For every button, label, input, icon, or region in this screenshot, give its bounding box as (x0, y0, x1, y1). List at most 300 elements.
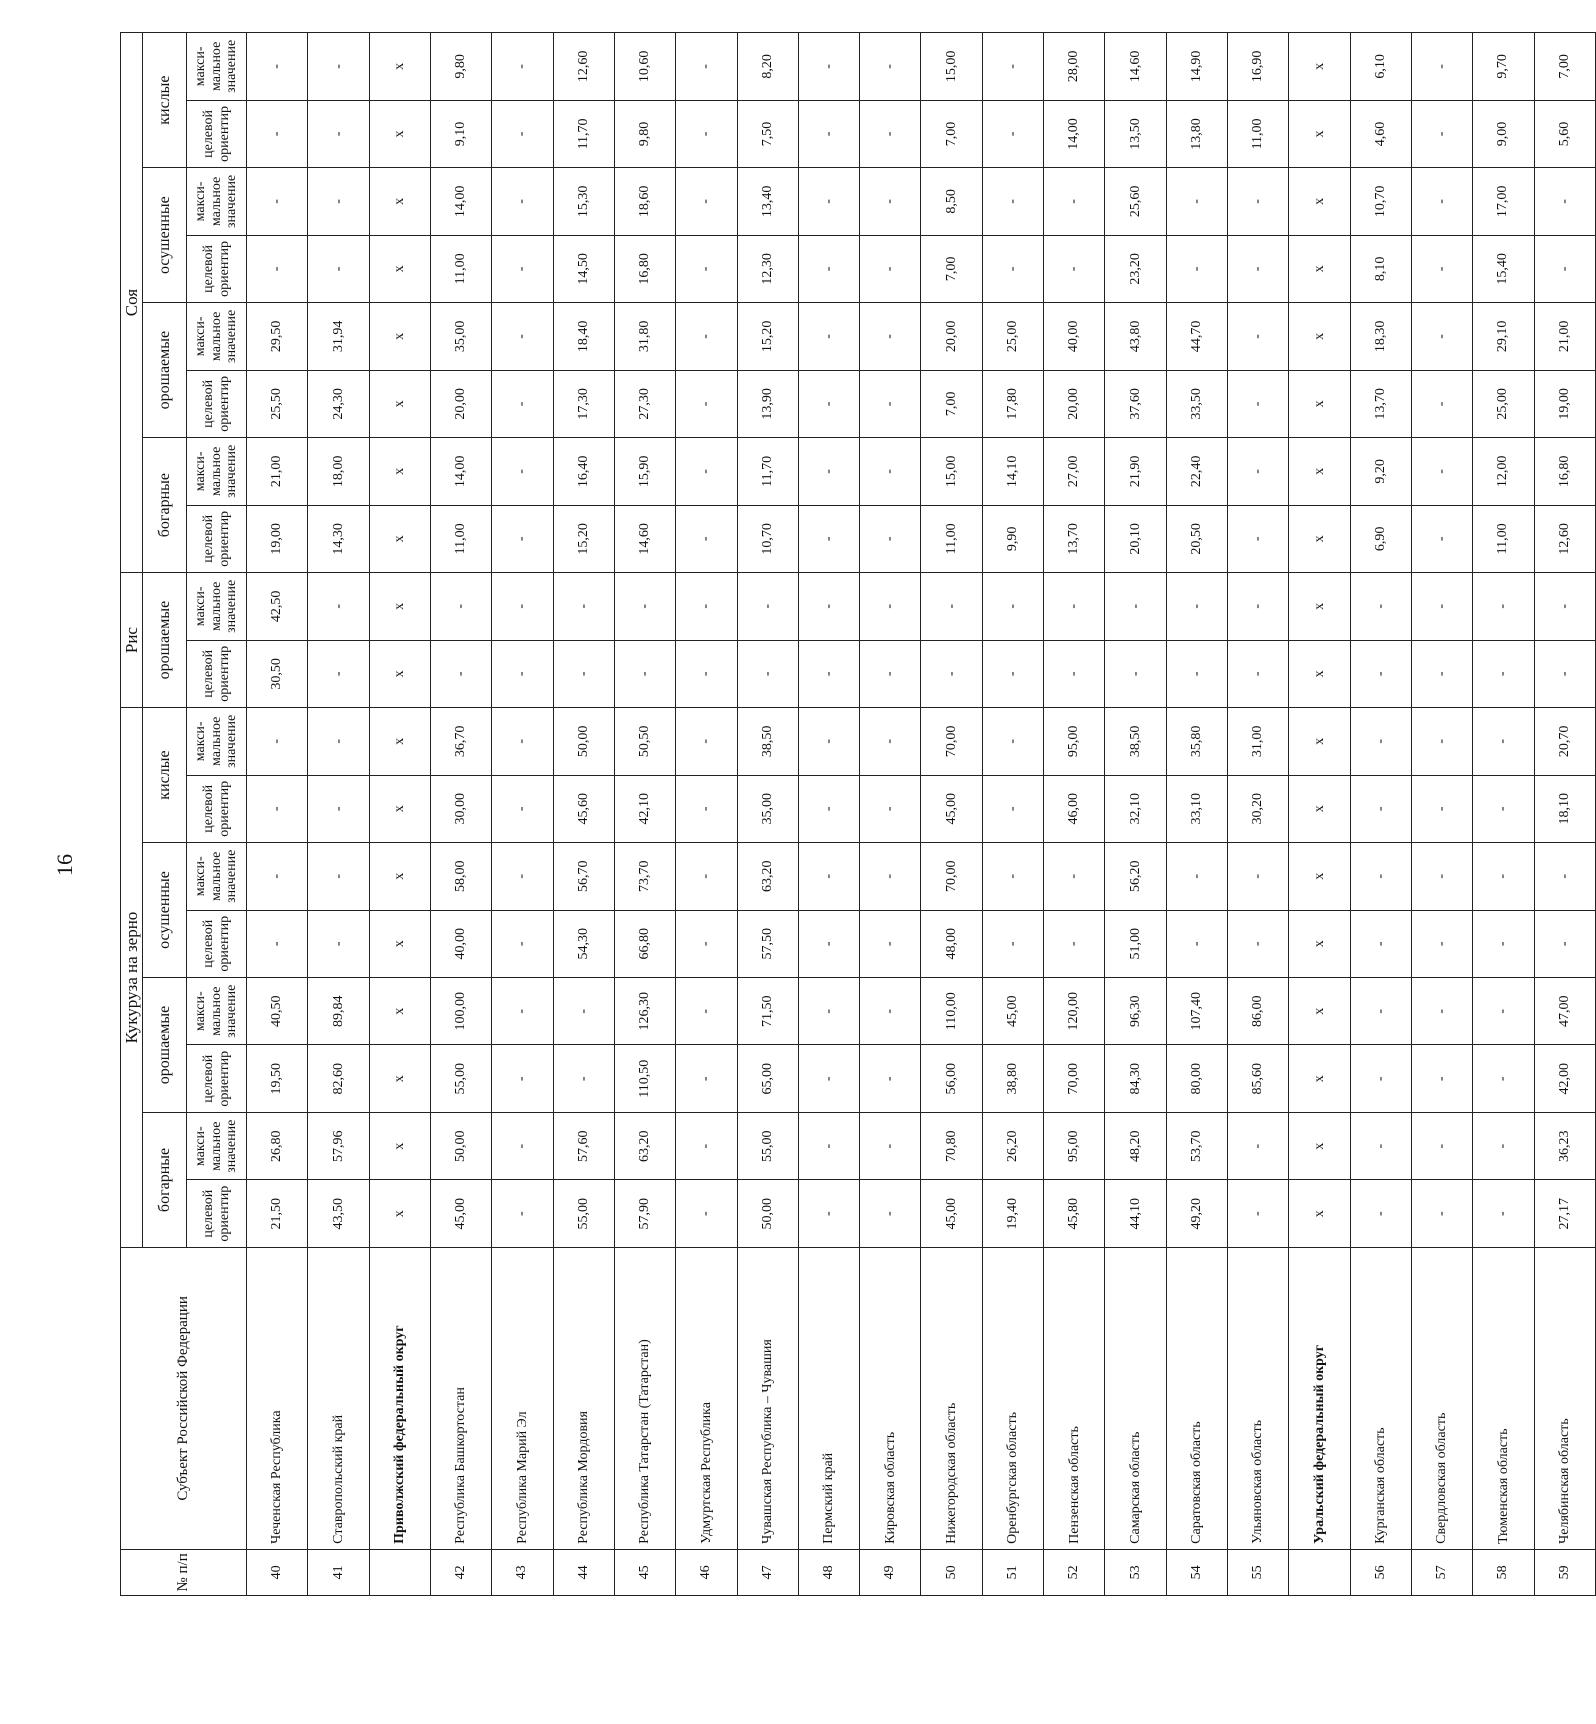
value-cell: - (247, 100, 308, 167)
value-cell: 13,50 (1105, 100, 1166, 167)
value-cell: 48,00 (921, 910, 982, 977)
value-cell: 21,50 (247, 1180, 308, 1247)
value-cell: - (1411, 438, 1472, 505)
value-cell: 12,60 (1534, 505, 1595, 572)
table-row (921, 33, 982, 1596)
value-cell: - (308, 843, 369, 910)
value-cell: - (1350, 640, 1411, 707)
value-cell: - (1411, 168, 1472, 235)
value-cell: - (492, 370, 553, 437)
value-cell: 17,00 (1473, 168, 1534, 235)
value-cell: x (1289, 640, 1350, 707)
region-name: Нижегородская область (921, 1247, 982, 1549)
value-cell: - (1105, 573, 1166, 641)
page-number: 16 (52, 854, 77, 876)
region-name: Республика Мордовия (553, 1247, 614, 1549)
value-cell: - (860, 303, 921, 370)
value-cell: 15,00 (921, 438, 982, 505)
value-cell: - (798, 708, 859, 775)
district-name: Приволжский федеральный округ (369, 1247, 430, 1549)
value-cell: - (1228, 910, 1289, 977)
value-cell: 30,20 (1228, 775, 1289, 842)
value-cell: 29,10 (1473, 303, 1534, 370)
region-name: Тюменская область (1473, 1247, 1534, 1549)
yield-table (120, 32, 1596, 1596)
value-cell: - (492, 235, 553, 302)
value-cell: - (798, 370, 859, 437)
value-cell: 57,90 (614, 1180, 675, 1247)
value-cell: - (1350, 1112, 1411, 1179)
value-cell: 100,00 (430, 978, 491, 1045)
value-cell: 45,80 (1044, 1180, 1105, 1247)
value-cell: - (1473, 910, 1534, 977)
value-cell: 14,10 (982, 438, 1043, 505)
value-cell: 15,20 (737, 303, 798, 370)
district-name: Уральский федеральный округ (1289, 1247, 1350, 1549)
value-cell: - (1411, 33, 1472, 101)
value-cell: 23,20 (1105, 235, 1166, 302)
table-row (860, 33, 921, 1596)
value-cell: 31,94 (308, 303, 369, 370)
value-cell: - (860, 843, 921, 910)
value-cell: - (1044, 573, 1105, 641)
value-cell: x (1289, 843, 1350, 910)
value-cell: 19,00 (1534, 370, 1595, 437)
row-number: 54 (1166, 1549, 1227, 1595)
value-cell: - (1473, 1180, 1534, 1247)
value-cell: 42,00 (1534, 1045, 1595, 1112)
value-cell: x (369, 505, 430, 572)
header-target: целевой ориентир (187, 1180, 247, 1247)
value-cell: 70,00 (921, 843, 982, 910)
value-cell: - (1228, 235, 1289, 302)
value-cell: - (676, 1112, 737, 1179)
header-target: целевой ориентир (187, 640, 247, 707)
value-cell: - (1411, 775, 1472, 842)
value-cell: 30,50 (247, 640, 308, 707)
value-cell: - (1166, 168, 1227, 235)
header-max: макси- мальное значение (187, 573, 247, 641)
row-number: 48 (798, 1549, 859, 1595)
value-cell: - (798, 168, 859, 235)
value-cell: 45,00 (921, 1180, 982, 1247)
header-target: целевой ориентир (187, 1045, 247, 1112)
value-cell: 14,50 (553, 235, 614, 302)
value-cell: 44,10 (1105, 1180, 1166, 1247)
value-cell: - (1166, 640, 1227, 707)
value-cell: - (676, 438, 737, 505)
value-cell: - (1473, 573, 1534, 641)
header-number: № п/п (121, 1549, 247, 1595)
value-cell: - (1228, 640, 1289, 707)
header-corn-drained: осушенные (143, 843, 187, 978)
value-cell: - (308, 573, 369, 641)
value-cell: 86,00 (1228, 978, 1289, 1045)
value-cell: 50,00 (553, 708, 614, 775)
value-cell: x (1289, 1180, 1350, 1247)
value-cell: 12,60 (553, 33, 614, 101)
value-cell: 55,00 (737, 1112, 798, 1179)
value-cell: - (1411, 640, 1472, 707)
value-cell: 9,90 (982, 505, 1043, 572)
value-cell: - (860, 708, 921, 775)
value-cell: x (369, 100, 430, 167)
value-cell: 17,80 (982, 370, 1043, 437)
value-cell: 16,40 (553, 438, 614, 505)
value-cell: - (1350, 843, 1411, 910)
value-cell: 89,84 (308, 978, 369, 1045)
value-cell: - (982, 235, 1043, 302)
header-soy-acidic: кислые (143, 33, 187, 168)
value-cell: - (676, 370, 737, 437)
value-cell: - (1166, 843, 1227, 910)
value-cell: 26,20 (982, 1112, 1043, 1179)
value-cell: x (369, 168, 430, 235)
value-cell: - (1228, 573, 1289, 641)
value-cell: 22,40 (1166, 438, 1227, 505)
value-cell: 63,20 (614, 1112, 675, 1179)
value-cell: - (1411, 505, 1472, 572)
header-max: макси- мальное значение (187, 978, 247, 1045)
header-target: целевой ориентир (187, 370, 247, 437)
region-name: Чеченская Республика (247, 1247, 308, 1549)
value-cell: - (1411, 1180, 1472, 1247)
value-cell: - (1044, 235, 1105, 302)
value-cell: - (1350, 978, 1411, 1045)
value-cell: - (921, 573, 982, 641)
value-cell: 18,60 (614, 168, 675, 235)
value-cell: 13,90 (737, 370, 798, 437)
value-cell: 38,50 (737, 708, 798, 775)
table-row (1534, 33, 1595, 1596)
value-cell: - (308, 235, 369, 302)
value-cell: - (676, 303, 737, 370)
value-cell: - (1350, 775, 1411, 842)
value-cell: - (860, 438, 921, 505)
value-cell: x (369, 370, 430, 437)
value-cell: - (1350, 708, 1411, 775)
region-name: Пермский край (798, 1247, 859, 1549)
value-cell: - (1411, 303, 1472, 370)
value-cell: 45,00 (430, 1180, 491, 1247)
value-cell: x (1289, 370, 1350, 437)
header-target: целевой ориентир (187, 775, 247, 842)
value-cell: - (798, 640, 859, 707)
value-cell: 20,00 (1044, 370, 1105, 437)
value-cell: 46,00 (1044, 775, 1105, 842)
value-cell: 4,60 (1350, 100, 1411, 167)
value-cell: 33,50 (1166, 370, 1227, 437)
value-cell: - (247, 910, 308, 977)
value-cell: 50,00 (430, 1112, 491, 1179)
header-soy-irrigated: орошаемые (143, 303, 187, 438)
value-cell: 31,80 (614, 303, 675, 370)
value-cell: 35,80 (1166, 708, 1227, 775)
value-cell: - (1350, 910, 1411, 977)
header-max: макси- мальное значение (187, 708, 247, 775)
value-cell: x (1289, 235, 1350, 302)
value-cell: - (860, 573, 921, 641)
value-cell: - (798, 1112, 859, 1179)
value-cell: x (369, 775, 430, 842)
value-cell: 96,30 (1105, 978, 1166, 1045)
value-cell: x (369, 235, 430, 302)
value-cell: - (798, 1045, 859, 1112)
value-cell: 57,96 (308, 1112, 369, 1179)
value-cell: - (860, 1180, 921, 1247)
value-cell: - (1411, 843, 1472, 910)
value-cell: 17,30 (553, 370, 614, 437)
value-cell: x (1289, 33, 1350, 101)
value-cell: x (1289, 910, 1350, 977)
value-cell: 9,00 (1473, 100, 1534, 167)
row-number: 53 (1105, 1549, 1166, 1595)
value-cell: 7,50 (737, 100, 798, 167)
value-cell: - (247, 775, 308, 842)
value-cell: - (982, 640, 1043, 707)
value-cell: 82,60 (308, 1045, 369, 1112)
value-cell: 35,00 (737, 775, 798, 842)
value-cell: 8,20 (737, 33, 798, 101)
value-cell: x (369, 640, 430, 707)
table-row (247, 33, 308, 1596)
value-cell: 5,60 (1534, 100, 1595, 167)
value-cell: x (369, 910, 430, 977)
value-cell: - (1411, 370, 1472, 437)
table-row (308, 33, 369, 1596)
value-cell: - (553, 640, 614, 707)
value-cell: 14,60 (1105, 33, 1166, 101)
value-cell: x (369, 708, 430, 775)
value-cell: - (676, 843, 737, 910)
header-max: макси- мальное значение (187, 168, 247, 235)
region-name: Республика Башкортостан (430, 1247, 491, 1549)
value-cell: 110,00 (921, 978, 982, 1045)
value-cell: 110,50 (614, 1045, 675, 1112)
value-cell: - (798, 1180, 859, 1247)
value-cell: 19,00 (247, 505, 308, 572)
value-cell: 28,00 (1044, 33, 1105, 101)
row-number: 45 (614, 1549, 675, 1595)
value-cell: - (860, 168, 921, 235)
row-number: 58 (1473, 1549, 1534, 1595)
value-cell: - (1228, 168, 1289, 235)
value-cell: 51,00 (1105, 910, 1166, 977)
value-cell: - (492, 33, 553, 101)
value-cell: - (492, 1112, 553, 1179)
value-cell: - (982, 843, 1043, 910)
header-target: целевой ориентир (187, 910, 247, 977)
value-cell: - (798, 438, 859, 505)
header-max: макси- мальное значение (187, 1112, 247, 1179)
value-cell: - (1350, 1180, 1411, 1247)
value-cell: 40,50 (247, 978, 308, 1045)
value-cell: 25,00 (982, 303, 1043, 370)
value-cell: - (430, 640, 491, 707)
header-crop-corn: Кукуруза на зерно (121, 708, 143, 1248)
value-cell: - (1534, 235, 1595, 302)
value-cell: 14,90 (1166, 33, 1227, 101)
value-cell: 36,23 (1534, 1112, 1595, 1179)
value-cell: - (492, 573, 553, 641)
header-max: макси- мальное значение (187, 438, 247, 505)
value-cell: x (369, 978, 430, 1045)
district-row (369, 33, 430, 1596)
value-cell: - (1166, 573, 1227, 641)
value-cell: 80,00 (1166, 1045, 1227, 1112)
value-cell: - (553, 978, 614, 1045)
region-name: Челябинская область (1534, 1247, 1595, 1549)
value-cell: - (308, 640, 369, 707)
value-cell: 14,00 (1044, 100, 1105, 167)
value-cell: 40,00 (430, 910, 491, 977)
value-cell: 57,50 (737, 910, 798, 977)
value-cell: 16,80 (1534, 438, 1595, 505)
value-cell: - (247, 843, 308, 910)
region-name: Ульяновская область (1228, 1247, 1289, 1549)
value-cell: 44,70 (1166, 303, 1227, 370)
value-cell: 18,10 (1534, 775, 1595, 842)
value-cell: - (492, 708, 553, 775)
header-target: целевой ориентир (187, 505, 247, 572)
value-cell: 11,00 (1473, 505, 1534, 572)
value-cell: 85,60 (1228, 1045, 1289, 1112)
row-number: 42 (430, 1549, 491, 1595)
value-cell: - (614, 573, 675, 641)
value-cell: - (1411, 1112, 1472, 1179)
value-cell: - (860, 235, 921, 302)
table-row (553, 33, 614, 1596)
value-cell: 12,30 (737, 235, 798, 302)
value-cell: 13,40 (737, 168, 798, 235)
value-cell: - (247, 33, 308, 101)
value-cell: x (1289, 978, 1350, 1045)
value-cell: - (860, 1112, 921, 1179)
value-cell: x (369, 303, 430, 370)
value-cell: 9,80 (614, 100, 675, 167)
value-cell: x (1289, 168, 1350, 235)
value-cell: 42,50 (247, 573, 308, 641)
row-number: 50 (921, 1549, 982, 1595)
value-cell: - (982, 168, 1043, 235)
value-cell: - (1473, 708, 1534, 775)
value-cell: - (921, 640, 982, 707)
value-cell: x (1289, 505, 1350, 572)
value-cell: - (798, 303, 859, 370)
value-cell: 16,80 (614, 235, 675, 302)
value-cell: 15,40 (1473, 235, 1534, 302)
value-cell: 126,30 (614, 978, 675, 1045)
value-cell: 38,50 (1105, 708, 1166, 775)
region-name: Республика Татарстан (Татарстан) (614, 1247, 675, 1549)
value-cell: - (1534, 910, 1595, 977)
value-cell: - (676, 235, 737, 302)
value-cell: - (798, 235, 859, 302)
row-number (369, 1549, 430, 1595)
value-cell: 7,00 (921, 235, 982, 302)
value-cell: - (860, 775, 921, 842)
table-row (430, 33, 491, 1596)
value-cell: - (982, 775, 1043, 842)
value-cell: - (737, 573, 798, 641)
value-cell: 65,00 (737, 1045, 798, 1112)
region-name: Пензенская область (1044, 1247, 1105, 1549)
value-cell: - (860, 33, 921, 101)
table-row (676, 33, 737, 1596)
value-cell: - (1228, 505, 1289, 572)
value-cell: 27,30 (614, 370, 675, 437)
value-cell: 10,60 (614, 33, 675, 101)
table-row (1473, 33, 1534, 1596)
value-cell: - (247, 168, 308, 235)
value-cell: 19,40 (982, 1180, 1043, 1247)
value-cell: 15,20 (553, 505, 614, 572)
value-cell: 11,00 (430, 505, 491, 572)
value-cell: 6,90 (1350, 505, 1411, 572)
header-max: макси- мальное значение (187, 303, 247, 370)
header-max: макси- мальное значение (187, 843, 247, 910)
value-cell: - (1044, 168, 1105, 235)
value-cell: x (369, 573, 430, 641)
value-cell: - (1473, 1112, 1534, 1179)
value-cell: - (676, 1180, 737, 1247)
value-cell: - (1350, 1045, 1411, 1112)
row-number: 41 (308, 1549, 369, 1595)
value-cell: - (860, 370, 921, 437)
value-cell: - (860, 640, 921, 707)
value-cell: - (798, 843, 859, 910)
value-cell: 32,10 (1105, 775, 1166, 842)
value-cell: - (737, 640, 798, 707)
value-cell: 25,60 (1105, 168, 1166, 235)
value-cell: 7,00 (921, 100, 982, 167)
value-cell: 71,50 (737, 978, 798, 1045)
value-cell: - (1411, 708, 1472, 775)
row-number: 52 (1044, 1549, 1105, 1595)
region-name: Курганская область (1350, 1247, 1411, 1549)
value-cell: - (676, 573, 737, 641)
value-cell: 53,70 (1166, 1112, 1227, 1179)
row-number: 57 (1411, 1549, 1472, 1595)
value-cell: 70,00 (921, 708, 982, 775)
value-cell: 73,70 (614, 843, 675, 910)
value-cell: 16,90 (1228, 33, 1289, 101)
value-cell: 49,20 (1166, 1180, 1227, 1247)
value-cell: 36,70 (430, 708, 491, 775)
value-cell: - (1228, 1180, 1289, 1247)
value-cell: - (553, 573, 614, 641)
value-cell: 70,00 (1044, 1045, 1105, 1112)
value-cell: 95,00 (1044, 708, 1105, 775)
value-cell: 30,00 (430, 775, 491, 842)
value-cell: 50,00 (737, 1180, 798, 1247)
region-name: Оренбургская область (982, 1247, 1043, 1549)
region-name: Самарская область (1105, 1247, 1166, 1549)
value-cell: x (369, 1180, 430, 1247)
value-cell: 63,20 (737, 843, 798, 910)
value-cell: - (676, 100, 737, 167)
value-cell: 38,80 (982, 1045, 1043, 1112)
header-corn-rainfed: богарные (143, 1112, 187, 1247)
value-cell: - (798, 100, 859, 167)
table-header (121, 33, 247, 1596)
value-cell: - (492, 843, 553, 910)
value-cell: - (1228, 1112, 1289, 1179)
row-number: 59 (1534, 1549, 1595, 1595)
value-cell: 48,20 (1105, 1112, 1166, 1179)
value-cell: - (492, 168, 553, 235)
table-row (1105, 33, 1166, 1596)
